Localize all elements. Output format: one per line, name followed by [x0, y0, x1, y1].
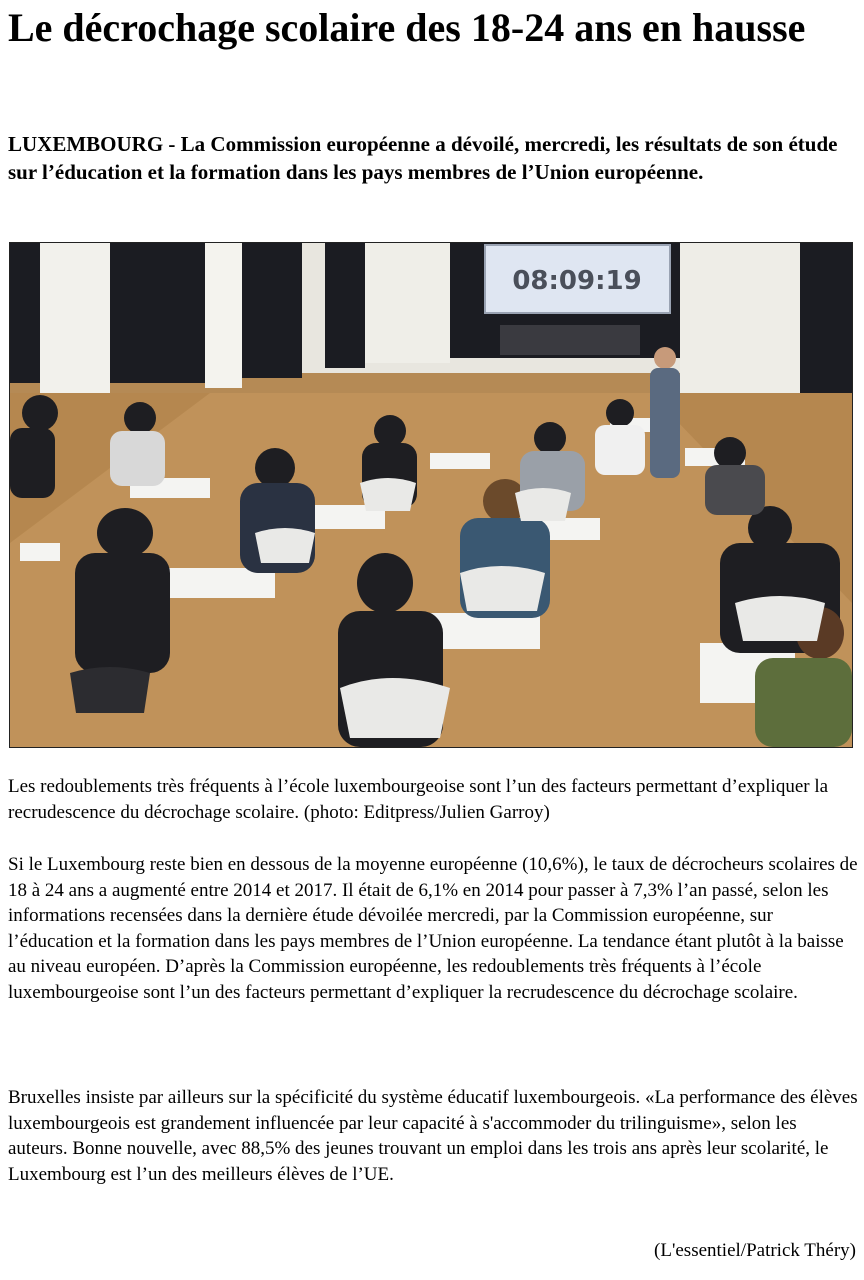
article-paragraph-1: Si le Luxembourg reste bien en dessous de la moyenne européenne (10,6%), le taux de décrocheurs scolaires de 18 à 24 ans a augmenté entre 2014 et 2017. Il était de 6,1% en 2014 pour passer à 7,3% l’an passé, selon les informations recensées dans la dernière étude dévoilée mercredi, par la Commission européenne, sur l’éducation et la formation dans les pays membres de l’Union européenne. La tendance étant plutôt à la baisse au niveau européen. D’après la Commission européenne, les redoublements très fréquents à l’école luxembourgeoise sont l’un des facteurs permettant d’expliquer la recrudescence du décrochage scolaire. — [8, 854, 858, 1003]
clock-display: 08:09:19 — [512, 266, 642, 296]
article-title: Le décrochage scolaire des 18-24 ans en hausse — [8, 5, 806, 50]
article-lead: LUXEMBOURG - La Commission européenne a dévoilé, mercredi, les résultats de son étude sur l’éducation et la formation dans les pays membres de l’Union européenne. — [8, 132, 838, 184]
article-credit: (L'essentiel/Patrick Théry) — [654, 1240, 856, 1261]
exam-hall-photo — [9, 242, 853, 748]
photo-caption: Les redoublements très fréquents à l’école luxembourgeoise sont l’un des facteurs permettant d’expliquer la recrudescence du décrochage scolaire. (photo: Editpress/Julien Garroy) — [8, 776, 829, 823]
article-paragraph-2: Bruxelles insiste par ailleurs sur la spécificité du système éducatif luxembourgeois. «La performance des élèves luxembourgeois est grandement influencée par leur capacité à s'accommoder du trilinguisme», selon les auteurs. Bonne nouvelle, avec 88,5% des jeunes trouvant un emploi dans les trois ans après leur scolarité, le Luxembourg est l’un des meilleurs élèves de l’UE. — [8, 1087, 858, 1185]
